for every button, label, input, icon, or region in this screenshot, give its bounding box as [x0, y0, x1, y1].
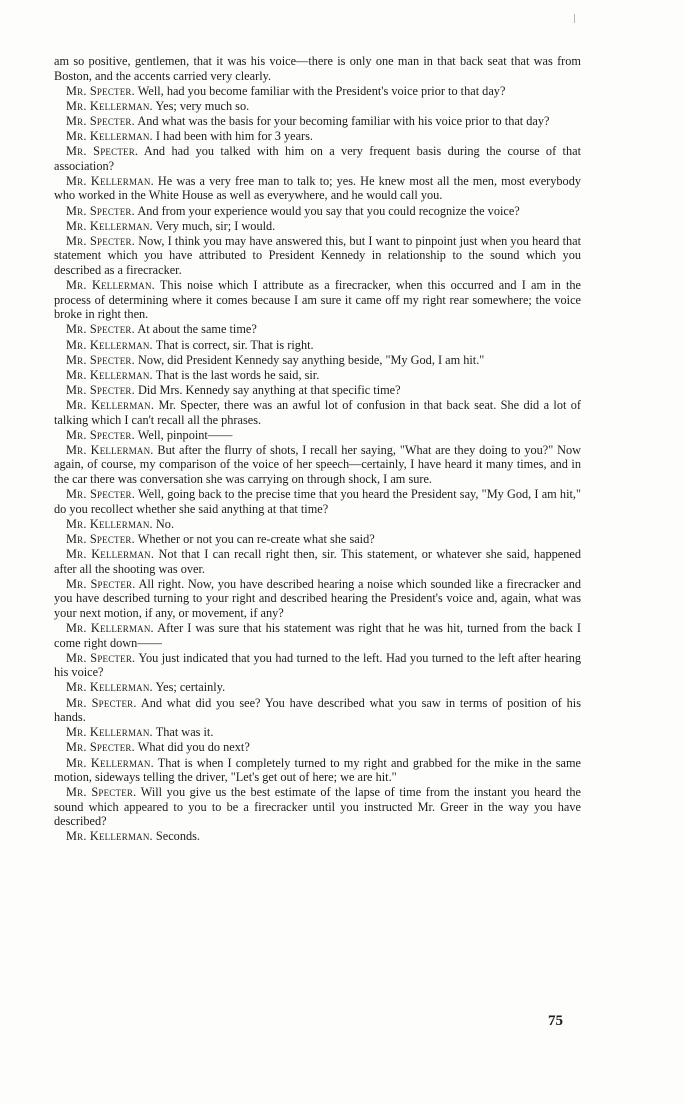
speaker-name: Mr. Specter.: [66, 113, 135, 128]
speaker-name: Mr. Kellerman.: [66, 829, 153, 844]
paragraph-text: Well, had you become familiar with the President's voice prior to that day?: [137, 83, 506, 98]
testimony-paragraph: [54, 54, 581, 83]
testimony-paragraph: [54, 443, 581, 487]
speaker-name: Mr. Specter.: [66, 322, 135, 337]
testimony-paragraph: [54, 383, 581, 398]
speaker-name: Mr. Kellerman.: [66, 337, 153, 352]
paragraph-text: But after the flurry of shots, I recall her saying, "What are they doing to you?" Now again, of course, my comparison of the voice of her speech—certainly, I have heard it many times, and in the car there was conversation she was carrying on through shock, I am sure.: [54, 442, 581, 486]
speaker-name: Mr. Kellerman.: [66, 218, 153, 233]
testimony-paragraph: [54, 725, 581, 740]
paragraph-text: This noise which I attribute as a firecracker, when this occurred and I am in the process of determining where it comes because I am sure it came off my right rear somewhere; the voice broke in right then.: [54, 278, 581, 322]
speaker-name: Mr. Kellerman.: [66, 725, 153, 740]
paragraph-text: No.: [155, 516, 175, 531]
speaker-name: Mr. Kellerman.: [66, 367, 153, 382]
testimony-paragraph: [54, 99, 581, 114]
paragraph-text: That was it.: [155, 725, 214, 740]
testimony-paragraph: [54, 487, 581, 516]
testimony-paragraph: [54, 129, 581, 144]
paragraph-text: Well, pinpoint——: [137, 427, 233, 442]
paragraph-text: All right. Now, you have described hearing a noise which sounded like a firecracker and you have described turning to your right and described hearing the President's voice and, again, what was your next motion, if any, or movement, if any?: [54, 576, 581, 620]
testimony-paragraph: [54, 740, 581, 755]
testimony-paragraph: [54, 680, 581, 695]
speaker-name: Mr. Kellerman.: [66, 442, 154, 457]
speaker-name: Mr. Specter.: [66, 531, 135, 546]
speaker-name: Mr. Specter.: [66, 352, 135, 367]
testimony-paragraph: [54, 219, 581, 234]
testimony-paragraph: [54, 322, 581, 337]
speaker-name: Mr. Specter.: [66, 203, 135, 218]
speaker-name: Mr. Specter.: [66, 233, 136, 248]
paragraph-text: Now, did President Kennedy say anything beside, "My God, I am hit.": [137, 352, 485, 367]
paragraph-text: Not that I can recall right then, sir. This statement, or whatever she said, happened after all the shooting was over.: [54, 547, 581, 576]
speaker-name: Mr. Kellerman.: [66, 98, 153, 113]
paragraph-text: And what did you see? You have described what you saw in terms of position of his hands.: [54, 695, 581, 725]
paragraph-text: am so positive, gentlemen, that it was his voice—there is only one man in that back seat that was from Boston, and the accents carried very clearly.: [54, 54, 581, 83]
testimony-paragraph: [54, 621, 581, 650]
speaker-name: Mr. Kellerman.: [66, 547, 155, 562]
speaker-name: Mr. Kellerman.: [66, 278, 155, 293]
paragraph-text: I had been with him for 3 years.: [155, 129, 314, 144]
testimony-paragraph: [54, 785, 581, 829]
speaker-name: Mr. Specter.: [66, 576, 136, 591]
testimony-paragraph: [54, 532, 581, 547]
speaker-name: Mr. Specter.: [66, 144, 139, 159]
testimony-paragraph: [54, 829, 581, 844]
paragraph-text: After I was sure that his statement was right that he was hit, turned from the back I come right down——: [54, 621, 581, 650]
scan-mark: [574, 14, 575, 23]
paragraph-text: Seconds.: [155, 829, 200, 844]
testimony-paragraph: [54, 144, 581, 173]
testimony-paragraph: [54, 696, 581, 725]
testimony-paragraph: [54, 353, 581, 368]
speaker-name: Mr. Specter.: [66, 487, 136, 502]
speaker-name: Mr. Specter.: [66, 382, 135, 397]
testimony-paragraph: [54, 577, 581, 621]
paragraph-text: Yes; certainly.: [155, 680, 226, 695]
paragraph-text: And had you talked with him on a very frequent basis during the course of that association?: [54, 144, 581, 173]
testimony-paragraph: [54, 428, 581, 443]
paragraph-text: Did Mrs. Kennedy say anything at that specific time?: [137, 382, 401, 397]
speaker-name: Mr. Kellerman.: [66, 173, 154, 188]
testimony-text: [54, 54, 581, 845]
speaker-name: Mr. Specter.: [66, 785, 137, 800]
testimony-paragraph: [54, 651, 581, 680]
paragraph-text: Mr. Specter, there was an awful lot of confusion in that back seat. She did a lot of talking which I can't recall all the phrases.: [54, 398, 581, 427]
paragraph-text: Whether or not you can re-create what she said?: [137, 531, 375, 546]
page-number: 75: [548, 1013, 563, 1029]
testimony-paragraph: [54, 547, 581, 576]
paragraph-text: Very much, sir; I would.: [155, 218, 276, 233]
speaker-name: Mr. Kellerman.: [66, 129, 153, 144]
testimony-paragraph: [54, 234, 581, 278]
paragraph-text: At about the same time?: [137, 322, 257, 337]
testimony-paragraph: [54, 204, 581, 219]
testimony-paragraph: [54, 84, 581, 99]
speaker-name: Mr. Kellerman.: [66, 621, 154, 636]
paragraph-text: Will you give us the best estimate of the lapse of time from the instant you heard the sound which appeared to you to be a firecracker until you instructed Mr. Greer in the way you have described?: [54, 785, 582, 829]
speaker-name: Mr. Kellerman.: [66, 516, 153, 531]
speaker-name: Mr. Specter.: [66, 695, 137, 710]
testimony-paragraph: [54, 278, 581, 322]
testimony-paragraph: [54, 114, 581, 129]
speaker-name: Mr. Kellerman.: [66, 398, 155, 413]
paragraph-text: He was a very free man to talk to; yes. He knew most all the men, most everybody who worked in the White House as well as everywhere, and he would call you.: [54, 173, 581, 203]
speaker-name: Mr. Specter.: [66, 740, 135, 755]
paragraph-text: And from your experience would you say that you could recognize the voice?: [137, 203, 520, 218]
testimony-paragraph: [54, 174, 581, 203]
speaker-name: Mr. Kellerman.: [66, 680, 153, 695]
paragraph-text: And what was the basis for your becoming familiar with his voice prior to that day?: [137, 113, 550, 128]
speaker-name: Mr. Specter.: [66, 650, 136, 665]
paragraph-text: Now, I think you may have answered this, but I want to pinpoint just when you heard that statement which you have attributed to President Kennedy in relationship to the sound which you described as a firecracker.: [54, 233, 582, 277]
testimony-paragraph: [54, 517, 581, 532]
paragraph-text: Yes; very much so.: [155, 98, 250, 113]
paragraph-text: That is correct, sir. That is right.: [155, 337, 314, 352]
paragraph-text: Well, going back to the precise time that you heard the President say, "My God, I am hit," do you recollect whether she said anything at that time?: [54, 487, 581, 516]
paragraph-text: That is the last words he said, sir.: [155, 367, 320, 382]
testimony-paragraph: [54, 398, 581, 427]
paragraph-text: What did you do next?: [137, 740, 250, 755]
testimony-paragraph: [54, 338, 581, 353]
paragraph-text: You just indicated that you had turned to the left. Had you turned to the left after hearing his voice?: [54, 650, 581, 680]
testimony-paragraph: [54, 368, 581, 383]
speaker-name: Mr. Specter.: [66, 83, 135, 98]
paragraph-text: That is when I completely turned to my right and grabbed for the mike in the same motion, sideways telling the driver, "Let's get out of here; we are hit.": [54, 755, 581, 785]
testimony-paragraph: [54, 756, 581, 785]
speaker-name: Mr. Specter.: [66, 427, 135, 442]
speaker-name: Mr. Kellerman.: [66, 755, 154, 770]
